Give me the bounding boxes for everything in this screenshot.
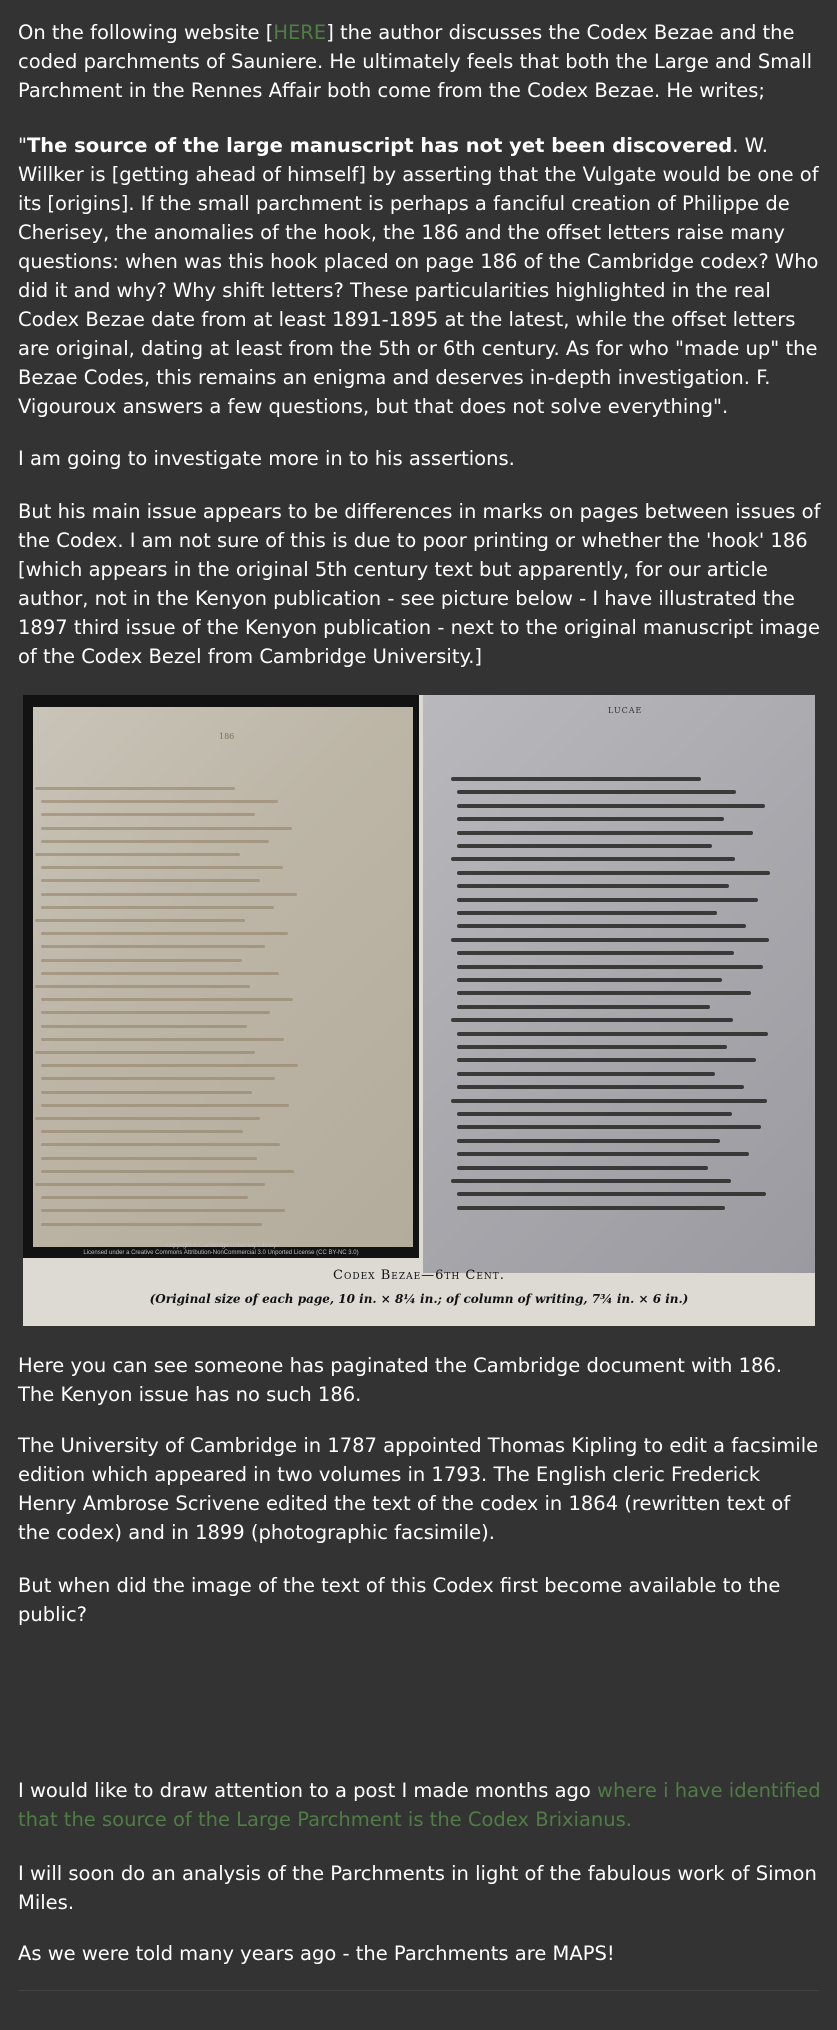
page-number-186: 186 — [219, 732, 235, 741]
investigate-text: I am going to investigate more in to his assertions. — [18, 447, 515, 470]
manuscript-text-line — [457, 1032, 768, 1036]
manuscript-text-line — [457, 991, 751, 995]
manuscript-text-line — [457, 911, 717, 915]
manuscript-text-line — [451, 1179, 731, 1183]
article-paragraph-pagination — [18, 1351, 824, 1409]
article-paragraph-analysis — [18, 1859, 824, 1917]
figure-caption-subtitle: (Original size of each page, 10 in. × 8¼ in.; of column of writing, 7¾ in. × 6 in.) — [149, 1292, 689, 1306]
manuscript-text-line — [41, 1170, 294, 1173]
figure-caption-title: Codex Bezae—6th Cent. — [333, 1268, 505, 1283]
manuscript-text-line — [41, 1064, 298, 1067]
manuscript-text-line — [457, 1085, 744, 1089]
manuscript-text-line — [41, 1091, 252, 1094]
article-paragraph-history — [18, 1431, 824, 1547]
manuscript-text-line — [41, 1077, 275, 1080]
intro-text-after: ] the author discusses the Codex Bezae and the coded parchments of Sauniere. He ultimately feels that both the Large and Small Parchment in the Rennes Affair both come from the Codex Bezae. He writes; — [18, 21, 813, 102]
cambridge-manuscript-photo — [23, 695, 419, 1258]
manuscript-text-line — [457, 924, 746, 928]
manuscript-text-line — [457, 965, 763, 969]
manuscript-text-line — [41, 1143, 280, 1146]
manuscript-text-line — [35, 1117, 260, 1120]
manuscript-text-line — [41, 1025, 247, 1028]
article-paragraph-maps — [18, 1939, 824, 1968]
quote-mark: " — [18, 134, 27, 157]
article-paragraph-previous-post — [18, 1776, 824, 1834]
maps-text: As we were told many years ago - the Parchments are MAPS! — [18, 1942, 615, 1965]
manuscript-text-line — [457, 978, 722, 982]
manuscript-text-line — [457, 817, 724, 821]
manuscript-text-line — [41, 1011, 270, 1014]
manuscript-text-line — [41, 1104, 289, 1107]
here-link[interactable]: HERE — [273, 21, 327, 44]
kenyon-facsimile-photo — [423, 695, 815, 1273]
codex-comparison-image — [23, 695, 815, 1326]
manuscript-text-line — [457, 951, 734, 955]
manuscript-text-line — [457, 884, 729, 888]
question-text: But when did the image of the text of this Codex first become available to the public? — [18, 1574, 781, 1626]
copyright-line-2: Licensed under a Creative Commons Attribution-NonCommercial 3.0 Unported License (CC BY-NC 3.0) — [83, 1250, 359, 1256]
quote-bold-text: The source of the large manuscript has not yet been discovered — [26, 134, 733, 157]
manuscript-text-line — [41, 945, 265, 948]
codex-brixianus-link[interactable]: where i have identified that the source of the Large Parchment is the Codex Brixianus. — [18, 1779, 821, 1831]
manuscript-text-line — [41, 1196, 248, 1199]
article-quote — [18, 131, 824, 421]
manuscript-text-line — [41, 866, 283, 869]
manuscript-text-line — [451, 1018, 733, 1022]
previous-post-text: I would like to draw attention to a post I made months ago — [18, 1779, 598, 1802]
lucae-header: LUCAE — [608, 706, 643, 715]
manuscript-text-line — [41, 813, 255, 816]
manuscript-text-line — [451, 1099, 767, 1103]
manuscript-text-line — [457, 1166, 708, 1170]
copyright-notice — [23, 1243, 419, 1257]
article-paragraph-main-issue — [18, 497, 824, 671]
copyright-line-1: Copyright © Cambridge University Library — [165, 1243, 277, 1249]
manuscript-text-line — [41, 800, 278, 803]
manuscript-text-line — [35, 1051, 255, 1054]
manuscript-text-line — [451, 857, 735, 861]
manuscript-text-line — [41, 972, 279, 975]
manuscript-text-line — [35, 919, 245, 922]
manuscript-text-line — [457, 1125, 761, 1129]
manuscript-text-line — [457, 844, 712, 848]
manuscript-text-line — [41, 1130, 243, 1133]
pagination-text: Here you can see someone has paginated the Cambridge document with 186. The Kenyon issue has no such 186. — [18, 1354, 783, 1406]
manuscript-text-line — [41, 906, 274, 909]
manuscript-text-line — [41, 879, 260, 882]
manuscript-text-line — [41, 959, 242, 962]
manuscript-text-line — [457, 1152, 749, 1156]
main-issue-text: But his main issue appears to be differences in marks on pages between issues of the Codex. I am not sure of this is due to poor printing or whether the 'hook' 186 [which appears in the original 5th century text but apparently, for our article author, not in the Kenyon publication - see picture below - I have illustrated the 1897 third issue of the Kenyon publication - next to the original manuscript image of the Codex Bezel from Cambridge University.] — [18, 500, 821, 668]
manuscript-text-line — [457, 1058, 756, 1062]
divider — [18, 1990, 819, 1991]
manuscript-text-line — [457, 804, 765, 808]
manuscript-text-line — [41, 1038, 284, 1041]
manuscript-text-line — [41, 1223, 262, 1226]
manuscript-text-line — [41, 932, 288, 935]
manuscript-text-line — [457, 831, 753, 835]
manuscript-text-line — [41, 1157, 257, 1160]
intro-text-before: On the following website [ — [18, 21, 274, 44]
manuscript-text-line — [35, 985, 250, 988]
manuscript-text-line — [41, 840, 269, 843]
manuscript-text-line — [457, 871, 770, 875]
manuscript-text-line — [457, 1206, 725, 1210]
manuscript-text-line — [457, 898, 758, 902]
manuscript-text-line — [35, 787, 235, 790]
manuscript-text-line — [457, 1005, 710, 1009]
manuscript-text-line — [41, 998, 293, 1001]
manuscript-text-line — [457, 1045, 727, 1049]
manuscript-text-line — [457, 1192, 766, 1196]
manuscript-text-line — [35, 853, 240, 856]
manuscript-text-line — [451, 777, 701, 781]
manuscript-text-line — [41, 827, 292, 830]
quote-text: . W. Willker is [getting ahead of himself] by asserting that the Vulgate would be one of its [origins]. If the small parchment is perhaps a fanciful creation of Philippe de Cherisey, the anomalies of the hook, the 186 and the offset letters raise many questions: when was this hook placed on page 186 of the Cambridge codex? Who did it and why? Why shift letters? These particularities highlighted in the real Codex Bezae date from at least 1891-1895 at the latest, while the offset letters are original, dating at least from the 5th or 6th century. As for who "made up" the Bezae Codes, this remains an enigma and deserves in-depth investigation. F. Vigouroux answers a few questions, but that does not solve everything". — [18, 134, 819, 418]
article-paragraph-question — [18, 1571, 824, 1629]
manuscript-text-line — [457, 790, 736, 794]
article-paragraph-investigate — [18, 444, 824, 473]
manuscript-text-line — [457, 1139, 720, 1143]
analysis-text: I will soon do an analysis of the Parchments in light of the fabulous work of Simon Miles. — [18, 1862, 817, 1914]
history-text: The University of Cambridge in 1787 appointed Thomas Kipling to edit a facsimile edition which appeared in two volumes in 1793. The English cleric Frederick Henry Ambrose Scrivene edited the text of the codex in 1864 (rewritten text of the codex) and in 1899 (photographic facsimile). — [18, 1434, 819, 1544]
manuscript-leaf — [33, 707, 413, 1247]
manuscript-text-line — [451, 938, 769, 942]
article-paragraph-intro — [18, 18, 824, 105]
manuscript-text-line — [41, 1209, 285, 1212]
manuscript-text-line — [35, 1183, 265, 1186]
manuscript-text-line — [457, 1072, 715, 1076]
manuscript-text-line — [457, 1112, 732, 1116]
manuscript-text-line — [41, 893, 297, 896]
